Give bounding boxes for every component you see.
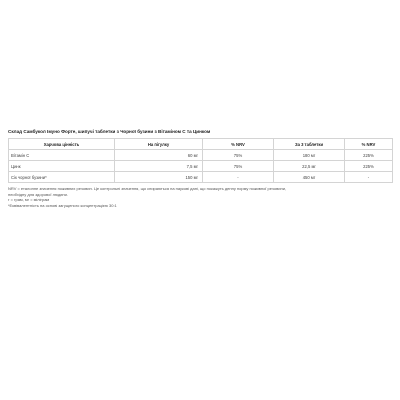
footnote-equivalence: *Еквівалентність на основі загущеного концентрацією 30:1 [8,202,117,208]
header-nrv-per-three-tablets: % NRV [345,139,393,150]
nrv-per-three-tablets: - [345,172,393,183]
header-nrv-per-tablet: % NRV [203,139,274,150]
nrv-per-three-tablets: 225% [345,161,393,172]
nutrient-name: Цинк [9,161,115,172]
amount-per-three-tablets: 22,5 мг [274,161,345,172]
footnote-nrv: NRV = еталонне значення поживних речовин. Це контрольні значення, що спираються на наукові дані, що покажуть денну норму поживної речовини, [8,186,287,191]
footnotes [8,186,392,208]
amount-per-tablet: 60 мг [115,150,203,161]
composition-title: Склад Самбукол Імуно Форте, шипучі таблетки з Чорної бузини з Вітаміном С та Цинком [8,129,211,134]
amount-per-three-tablets: 450 мг [274,172,345,183]
nrv-per-tablet: 75% [203,150,274,161]
footnote-units: г = грам, мг = міліграм [8,197,50,203]
nutrient-name: Вітамін С [9,150,115,161]
amount-per-three-tablets: 180 мг [274,150,345,161]
table-row [9,172,393,183]
header-per-tablet: На пігулку [115,139,203,150]
table-header-row [9,139,393,150]
table-row [9,150,393,161]
nrv-per-tablet: - [203,172,274,183]
amount-per-tablet: 150 мг [115,172,203,183]
header-per-three-tablets: За 3 таблетки [274,139,345,150]
header-nutrition-value: Харчова цінність [9,139,115,150]
table-row [9,161,393,172]
nutrient-name: Сік чорної бузини* [9,172,115,183]
nutrition-document [8,129,392,208]
nrv-per-three-tablets: 225% [345,150,393,161]
nrv-per-tablet: 75% [203,161,274,172]
amount-per-tablet: 7,5 мг [115,161,203,172]
nutrition-table [8,138,393,183]
footnote-nrv-continued: необхідну для здорової людини. [8,191,68,197]
